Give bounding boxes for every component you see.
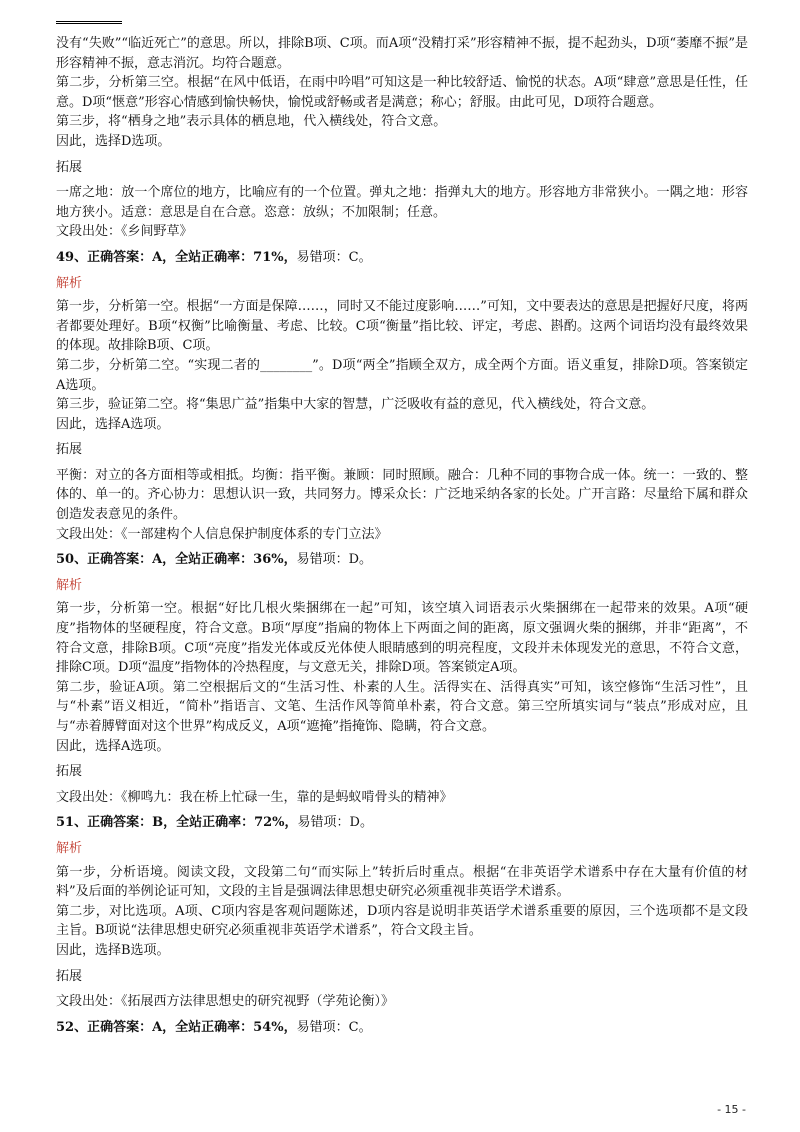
paragraph: 文段出处：《拓展西方法律思想史的研究视野（学苑论衡）》 bbox=[56, 994, 395, 1010]
paragraph: 第三步，验证第二空。将“集思广益”指集中大家的智慧，广泛吸收有益的意见，代入横线处，符合文意。 bbox=[56, 397, 655, 413]
answer-line bbox=[56, 248, 748, 268]
extension-heading: 拓展 bbox=[56, 159, 83, 175]
paragraph: 第二步，验证A项。第二空根据后文的“生活习性、朴素的人生。活得实在、活得真实”可知，该空修饰“生活习性”，且与“朴素”语义相近，“简朴”指语言、文笔、生活作风等简单朴素，符合文意。第三空所填实词与“装点”形成对应，且与“赤着膊臂面对这个世界”构成反义，A项“遮掩”指掩饰、隐瞒，符合文意。 bbox=[56, 679, 748, 734]
error-option: 易错项：D。 bbox=[297, 815, 373, 831]
paragraph: 第二步，分析第三空。根据“在风中低语，在雨中吟唱”可知这是一种比较舒适、愉悦的状态。A项“肆意”意思是任性，任意。D项“惬意”形容心情感到愉快畅快，愉悦或舒畅或者是满意；称心；舒服。由此可见，D项符合题意。 bbox=[56, 75, 748, 110]
paragraph: 第二步，对比选项。A项、C项内容是客观问题陈述，D项内容是说明非英语学术谱系重要的原因，三个选项都不是文段主旨。B项说“法律思想史研究必须重视非英语学术谱系”，符合文段主旨。 bbox=[56, 903, 748, 939]
answer-line bbox=[56, 813, 748, 833]
analysis-heading: 解析 bbox=[56, 840, 83, 856]
extension-heading: 拓展 bbox=[56, 764, 83, 780]
answer-key: 49、正确答案：A，全站正确率：71%， bbox=[56, 249, 297, 265]
paragraph: 因此，选择A选项。 bbox=[56, 416, 170, 432]
paragraph: 第三步，将“栖身之地”表示具体的栖息地，代入横线处，符合文意。 bbox=[56, 114, 447, 130]
paragraph: 文段出处：《乡间野草》 bbox=[56, 224, 193, 240]
answer-key: 51、正确答案：B，全站正确率：72%， bbox=[56, 815, 298, 831]
paragraph: 因此，选择A选项。 bbox=[56, 738, 170, 754]
paragraph: 第一步，分析第一空。根据“好比几根火柴捆绑在一起”可知，该空填入词语表示火柴捆绑在一起带来的效果。A项“硬度”指物体的坚硬程度，符合文意。B项“厚度”指扁的物体上下两面之间的距离，原文强调火柴的捆绑，并非“距离”，不符合文意，排除B项。C项“亮度”指发光体或反光体使人眼睛感到的明亮程度，文段并未体现发光的意思，不符合文意，排除C项。D项“温度”指物体的冷热程度，与文意无关，排除D项。答案锁定A项。 bbox=[56, 601, 748, 676]
answer-line bbox=[56, 550, 748, 570]
paragraph: 因此，选择D选项。 bbox=[56, 133, 171, 149]
paragraph: 文段出处：《柳鸣九：我在桥上忙碌一生，靠的是蚂蚁啃骨头的精神》 bbox=[56, 789, 453, 805]
error-option: 易错项：D。 bbox=[296, 552, 373, 568]
extension-heading: 拓展 bbox=[56, 968, 83, 984]
extension-heading: 拓展 bbox=[56, 442, 83, 458]
paragraph: 第一步，分析第一空。根据“一方面是保障……，同时又不能过度影响……”可知，文中要表达的意思是把握好尺度，将两者都要处理好。B项“权衡”比喻衡量、考虑、比较。C项“衡量”指比较、评定，考虑、斟酌。这两个词语均没有最终效果的体现。故排除B项、C项。 bbox=[56, 299, 748, 354]
paragraph: 因此，选择B选项。 bbox=[56, 942, 170, 958]
analysis-heading: 解析 bbox=[56, 577, 83, 593]
page-content bbox=[56, 34, 748, 1043]
answer-line bbox=[56, 1018, 748, 1038]
answer-key: 50、正确答案：A，全站正确率：36%， bbox=[56, 552, 297, 568]
header-rule bbox=[56, 21, 122, 24]
paragraph: 第二步，分析第二空。“实现二者的________”。D项“两全”指顾全双方，成全两个方面。语义重复，排除D项。答案锁定A选项。 bbox=[56, 357, 748, 393]
page-number: - 15 - bbox=[717, 1103, 746, 1116]
paragraph: 一席之地：放一个席位的地方，比喻应有的一个位置。弹丸之地：指弹丸大的地方。形容地方非常狭小。一隅之地：形容地方狭小。适意：意思是自在合意。恣意：放纵；不加限制；任意。 bbox=[56, 185, 748, 220]
paragraph: 平衡：对立的各方面相等或相抵。均衡：指平衡。兼顾：同时照顾。融合：几种不同的事物合成一体。统一：一致的、整体的、单一的。齐心协力：思想认识一致，共同努力。博采众长：广泛地采纳各家的长处。广开言路：尽量给下属和群众创造发表意见的条件。 bbox=[56, 467, 748, 523]
analysis-heading: 解析 bbox=[56, 275, 83, 291]
answer-key: 52、正确答案：A，全站正确率：54%， bbox=[56, 1019, 297, 1035]
paragraph: 文段出处：《一部建构个人信息保护制度体系的专门立法》 bbox=[56, 526, 388, 542]
error-option: 易错项：C。 bbox=[296, 1019, 372, 1035]
error-option: 易错项：C。 bbox=[296, 249, 372, 265]
paragraph: 没有“失败”“临近死亡”的意思。所以，排除B项、C项。而A项“没精打采”形容精神不振，提不起劲头，D项“萎靡不振”是形容精神不振，意志消沉。均符合题意。 bbox=[56, 36, 748, 71]
paragraph: 第一步，分析语境。阅读文段，文段第二句“而实际上”转折后时重点。根据“在非英语学术谱系中存在大量有价值的材料”及后面的举例论证可知，文段的主旨是强调法律思想史研究必须重视非英语学术谱系。 bbox=[56, 864, 748, 900]
